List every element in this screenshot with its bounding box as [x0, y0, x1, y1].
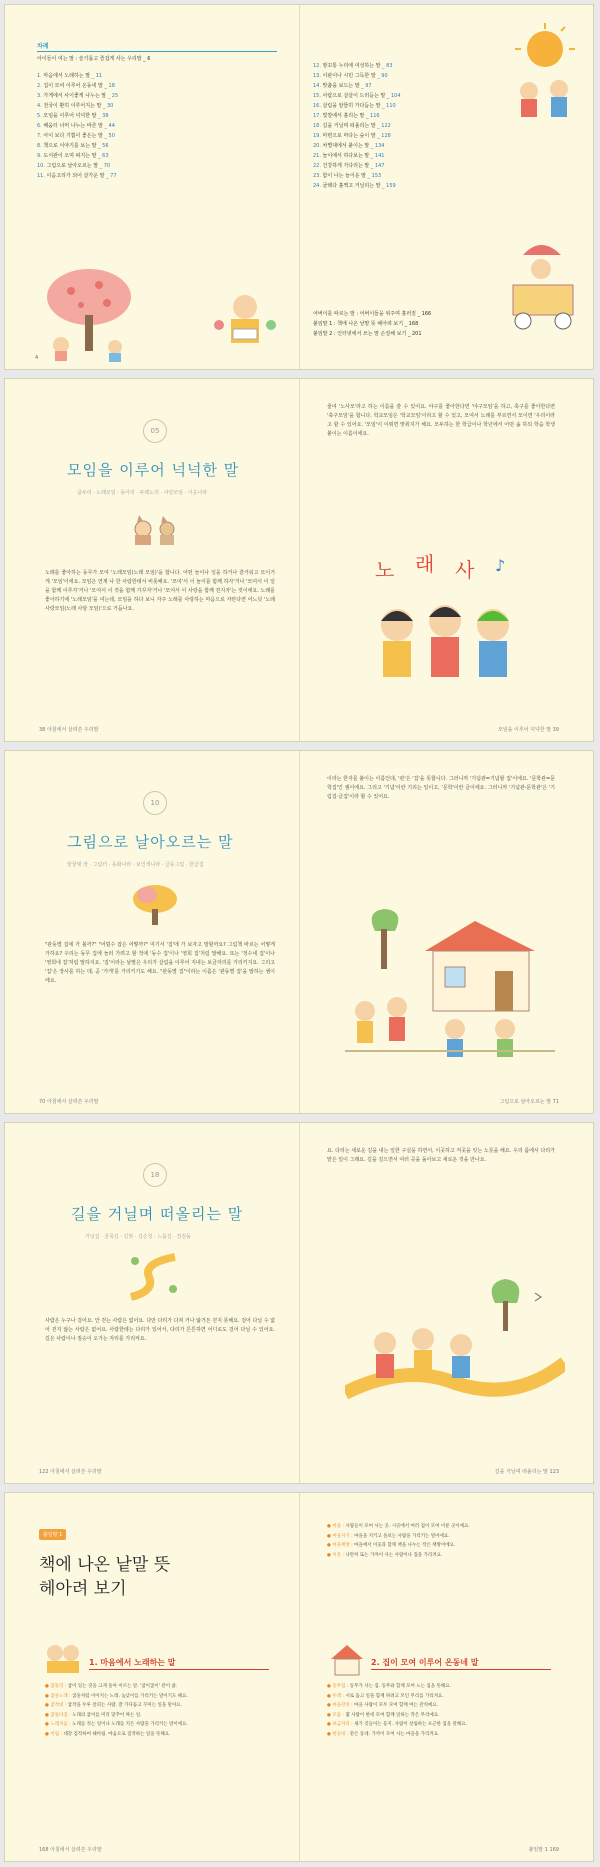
house-icon [327, 1641, 367, 1677]
toc-item-number: 1. [37, 73, 44, 79]
appendix-title [39, 1553, 170, 1601]
toc-item-title: 집이 모여 이루어 온동네 말 [43, 83, 105, 89]
glossary-definition: 굽작을 두루 살피는 사람. 잘 가다듬고 꾸미는 일을 맡아요. [67, 1703, 183, 1708]
toc-item[interactable] [313, 163, 513, 169]
toc-item-page: _ 77 [106, 173, 117, 179]
toc-item[interactable] [37, 133, 237, 139]
toc-item-number: 18. [313, 123, 323, 129]
toc-item-title: 책으로 이야기를 보는 말 [43, 143, 99, 149]
glossary-bullet-icon: ● [45, 1712, 51, 1718]
sun-kids-illustration [499, 19, 589, 129]
toc-item-title: 마음에서 노래하는 말 [43, 73, 92, 79]
appendix-title-line2: 헤아려 보기 [39, 1579, 127, 1599]
page-gutter [299, 379, 300, 741]
glossary-definition: 사람들이 모여 사는 곳. 시골에서 여러 집이 모여 이룬 곳이에요. [345, 1524, 470, 1529]
toc-item-page: _ 116 [365, 113, 380, 119]
tree-emblem-illustration [127, 881, 183, 929]
toc-item[interactable] [37, 73, 237, 79]
glossary-term: 굽돌노래 : [50, 1693, 73, 1699]
glossary-bullet-icon: ● [327, 1543, 333, 1548]
toc-item-title: 모임을 이루어 넉넉한 말 [43, 113, 99, 119]
glossary-item [45, 1702, 275, 1710]
children-reading-illustration [205, 285, 285, 355]
glossary-definition: 마을을 지키고 돌보는 사람을 가리키는 말이에요. [354, 1533, 450, 1539]
glossary-term: 굽돌다짐 : [50, 1712, 73, 1718]
toc-item-number: 16. [313, 103, 323, 109]
chapter-body-left: 노래를 좋아하는 동무가 모여 '노래모임(노래 모임)'을 합니다. 어떤 놀이나 일을 하거나 즐거워고 모이거게 '모임'이에요. 모임은 연계 나 한 사람한테서 비롯해요. '모여'서 이 놀이를 함께 하자'거나 '모여서 이 일을 함께 이루자'거나 '모여서 이 것을 함께 가꾸자'거나 '모여서 이 사랑을 함께 전지자'는 것이에요. 노래를 좋아하기에 '노래모임'을 여는데, 모임을 하다 보니 자주 노래를 사랑하는 마음으로 자란다면 어느덧 '노래사랑모임(노래 사랑 모임)'으로 거듭나요. [45, 570, 275, 612]
toc-item-page: _ 147 [370, 163, 385, 169]
toc-right-column [313, 63, 513, 193]
toc-item-title: 함이 나는 놀이운 말 [322, 173, 368, 179]
toc-item-number: 4. [37, 103, 44, 109]
glossary-bullet-icon: ● [327, 1684, 333, 1689]
toc-item[interactable] [37, 163, 237, 169]
toc-item-title: 차별대에서 붙이는 말 [322, 143, 371, 149]
toc-item[interactable] [37, 153, 237, 159]
toc-item[interactable] [37, 173, 237, 179]
glossary-bullet-icon: ● [327, 1703, 333, 1708]
toc-item-number: 23. [313, 173, 323, 179]
glossary-item [327, 1523, 557, 1531]
glossary-term: 마을책방 : [332, 1543, 355, 1548]
chapter-keywords: 굽두리 · 노래모임 · 동아리 · 두레노리 · 사랑모임 · 이웃나라 [77, 490, 208, 496]
glossary-term: 모둠 : [332, 1712, 346, 1718]
svg-text:♪: ♪ [495, 556, 506, 575]
appendix-spread [4, 1492, 594, 1862]
chapter-keywords: 꿈꿈탯 장 · 그림터 · 동화나라 · 보인색니라 · 글동그림 · 한글집 [67, 862, 204, 868]
glossary-bullet-icon: ● [45, 1703, 51, 1708]
section-rule-2 [371, 1669, 551, 1670]
toc-item[interactable] [37, 113, 237, 119]
toc-item-number: 19. [313, 133, 323, 139]
toc-item-number: 22. [313, 163, 323, 169]
toc-item[interactable] [313, 73, 513, 79]
glossary-term: 노래지음 : [50, 1722, 73, 1727]
appendix-title-line1: 책에 나온 낱말 뜻 [39, 1555, 171, 1575]
chapter-keywords: 거닐길 · 골목길 · 길벗 · 길손칭 · 느릅길 · 징검돌 [85, 1234, 191, 1240]
glossary-term: 한동네 : [332, 1731, 350, 1737]
toc-item[interactable] [313, 103, 513, 109]
toc-item-number: 20. [313, 143, 323, 149]
chapter-title: 길을 거닐며 떠올리는 말 [71, 1205, 244, 1223]
glossary-item [327, 1542, 557, 1550]
toc-item-title: 그림으로 날아오르는 말 [46, 163, 100, 169]
glossary-item [327, 1533, 557, 1541]
toc-item-page: _ 50 [104, 133, 115, 139]
toc-item[interactable] [37, 93, 237, 99]
toc-label: 차례 [37, 43, 49, 50]
toc-item-page: _ 122 [377, 123, 391, 129]
glossary-bullet-icon: ● [327, 1712, 333, 1718]
glossary-term: 마을잔치 : [332, 1703, 355, 1708]
glossary-definition: 서로 돕고 일을 함께 하려고 모인 무리를 가리켜요. [345, 1693, 444, 1699]
chapter-body-right: 요. 다리는 새로운 길을 내는 일한 구실을 하면서, 이곳하고 저곳을 잇는 노릇을 해요. 우리 몸에서 다리가 맡은 일이 그래요. 길을 걸으면서 여러 곳을 돌아보고 새로운 것을 만나요. [327, 1148, 555, 1163]
toc-item-title: 놀이에서 하다보는 말 [322, 153, 371, 159]
kids-reading-icon [41, 1641, 85, 1677]
glossary-item [327, 1683, 557, 1691]
toc-item-number: 5. [37, 113, 44, 119]
toc-closing-item[interactable]: 붙임말 1 : 책에 나온 날말 뜻 헤아려 보기 _ 168 [313, 321, 419, 327]
page-gutter [299, 5, 300, 369]
glossary-item [327, 1702, 557, 1710]
toc-item[interactable] [313, 93, 513, 99]
chapter-number: 10 [143, 791, 167, 815]
toc-item-title: 전국이 환히 이루어지는 말 [43, 103, 103, 109]
toc-item-title: 도서관이 오며 펴지는 말 [43, 153, 99, 159]
toc-item-title: 굴레다 흘쩍고 거닐리는 말 [322, 183, 383, 189]
glossary-item [327, 1731, 557, 1739]
glossary-item [45, 1712, 275, 1720]
toc-item-number: 21. [313, 153, 323, 159]
cart-illustration [501, 235, 591, 355]
toc-item[interactable] [313, 143, 513, 149]
glossary-bullet-icon: ● [327, 1693, 333, 1699]
toc-item-title: 길을 거닐며 떠올리는 말 [322, 123, 378, 129]
house-gathering-illustration [335, 901, 565, 1061]
glossary-item [327, 1721, 557, 1729]
toc-item-title: 이음고리가 되어 살가운 말 [46, 173, 107, 179]
toc-item-title: 가게에서 사이좋게 나누는 말 [43, 93, 108, 99]
toc-item-page: _ 153 [367, 173, 382, 179]
page-footer-left: 70 아침에서 살려쓴 우리말 [39, 1099, 99, 1105]
svg-text:노: 노 [375, 558, 395, 582]
toc-item-number: 14. [313, 83, 323, 89]
glossary-term: 마을지기 : [332, 1533, 355, 1539]
chapter-title: 그림으로 날아오르는 말 [67, 833, 234, 851]
toc-item[interactable] [313, 183, 513, 189]
toc-item-number: 2. [37, 83, 44, 89]
toc-item-number: 13. [313, 73, 323, 79]
toc-item-number: 7. [37, 133, 44, 139]
toc-item[interactable] [37, 123, 237, 129]
glossary-bullet-icon: ● [327, 1722, 333, 1727]
glossary-item [327, 1693, 557, 1701]
page-footer-left: 168 아침에서 살려쓴 우리말 [39, 1847, 102, 1853]
section-rule-1 [89, 1669, 269, 1670]
toc-item-page: _ 83 [382, 63, 393, 69]
toc-item-title: 배움터 너머 나누는 바른 말 [43, 123, 105, 129]
toc-closing-item[interactable]: 어버이를 따르는 말 : 어버이들을 위주며 흘러질 _ 166 [313, 311, 432, 317]
chapter-05-spread [4, 378, 594, 742]
toc-item-page: _ 128 [377, 133, 391, 139]
toc-item-page: _ 56 [98, 143, 109, 149]
toc-item-title: 땅꼬통 누리에 여성하는 말 [322, 63, 383, 69]
toc-item-title: 마련으로 마다는 숲이 말 [322, 133, 378, 139]
glossary-definition: 몇 사람이 한데 모여 함께 일하는 작은 무리예요. [345, 1712, 440, 1718]
walking-children-illustration [345, 1273, 565, 1423]
toc-item-page: _ 63 [98, 153, 109, 159]
chapter-title: 모임을 이루어 넉넉한 말 [67, 461, 240, 479]
glossary-term: 이웃 : [332, 1552, 346, 1558]
glossary-item [45, 1683, 275, 1691]
page-footer-right: 모임을 이루어 넉넉한 말 39 [497, 727, 559, 733]
toc-item-page: _ 38 [98, 113, 109, 119]
glossary-definition: 굽이 있는 것을 크게 돌아 이르는 말. '굽이굽이' 같이 씀. [67, 1684, 178, 1689]
toc-item-page: _ 70 [99, 163, 111, 169]
toc-item[interactable] [313, 173, 513, 179]
glossary-item [45, 1693, 275, 1701]
tree-illustration [41, 265, 137, 365]
glossary-definition: 같은 동네. 가까이 모여 사는 마을을 가리켜요. [349, 1731, 440, 1737]
toc-item-number: 8. [37, 143, 44, 149]
toc-item-number: 11. [37, 173, 47, 179]
glossary-definition: 동무가 사는 집. 동무와 함께 모여 노는 집을 뜻해요. [349, 1684, 452, 1689]
toc-item[interactable] [37, 143, 237, 149]
glossary-term: 마을 : [332, 1524, 346, 1529]
glossary-term: 보금자리 : [332, 1722, 355, 1727]
glossary-definition: 마을 사람이 모두 모여 함께 여는 잔치예요. [354, 1703, 439, 1708]
glossary-bullet-icon: ● [327, 1533, 333, 1539]
glossary-term: 두레 : [332, 1693, 346, 1699]
toc-item-number: 3. [37, 93, 44, 99]
chapter-body-right: 이라는 한자를 붙이는 이름인데, '관'은 '집'을 뜻합니다. 그러니까 '기념관=기념할 집'이에요. '문학관=문학집'인 셈이에요. 그리고 '기념'이란 기리는 일이고, '문학'이란 글이에요. 그러니까 '기념관·문학관'은 '기림집·글집'이라 할 수 있어요. [327, 776, 555, 800]
toc-item-title: 맞춤을 보드는 말 [322, 83, 362, 89]
page-footer-left: 38 아침에서 살려쓴 우리말 [39, 727, 99, 733]
glossary-item [327, 1712, 557, 1720]
glossary-definition: 노래의 굽이를 미리 맞추어 짜는 일. [72, 1712, 142, 1718]
glossary-bullet-icon: ● [45, 1684, 51, 1689]
chapter-body-left: "관동별 집에 가 볼까?" "어릴수 잡은 어떻까?" 여기서 '집'에 가 보자고 말할까요? 그림책 바르는 어떻게 가하요? 우리는 동무 집에 놀러 가려고 할 적에 '동수 집'이나 '영희 집'처럼 말해요. 또는 '정수네 집'이나 '영희네 집'처럼 말하지요. '집'이라는 낱말은 우리가 살림을 이루어 지내는 보금자리를 가리키지요. 그리고 '집'은 장사를 하는 데, 곧 '가게'를 가리키기도 해요. "관동별 집"이라는 이름은 '관동별 집'을 말하는 셈이에요. [45, 942, 275, 984]
toc-item-page: _ 159 [382, 183, 396, 189]
section-heading-1: 1. 마음에서 노래하는 말 [89, 1658, 176, 1667]
chapter-number: 18 [143, 1163, 167, 1187]
singing-children-illustration [355, 547, 535, 697]
glossary-term: 동무집 : [332, 1684, 350, 1689]
glossary-definition: 대강 짐작하여 헤아림. 마음으로 짐작하는 일을 뜻해요. [63, 1731, 171, 1737]
glossary-bullet-icon: ● [327, 1552, 333, 1558]
svg-text:래: 래 [415, 552, 435, 576]
toc-item[interactable] [313, 153, 513, 159]
section-2-list [327, 1683, 557, 1740]
glossary-bullet-icon: ● [327, 1731, 333, 1737]
chapter-18-spread [4, 1122, 594, 1484]
toc-item-page: _ 134 [370, 143, 385, 149]
toc-item[interactable] [313, 123, 513, 129]
page-footer-right: 길을 거닐며 떠올리는 말 123 [494, 1469, 559, 1475]
appendix-tag: 붙임말 1 [39, 1529, 66, 1540]
glossary-definition: 마을에서 이웃과 함께 책을 나누는 작은 책방이에요. [354, 1543, 456, 1548]
dog-cat-illustration [125, 511, 185, 551]
page-footer-right: 그림으로 날아오르는 말 71 [499, 1099, 559, 1105]
chapter-body-left: 사람은 누구나 걸어요. 안 걷는 사람은 없어요. 다만 다리가 다쳐 거나 앓거든 걷지 못해요. 걸어 다닐 수 없어 걷지 않는 사람은 없어요. 사람한테는 다리가 있어서, 다리가 튼튼하면 어디로도 걸어 다닐 수 있어요. 길은 사람이나 짐승이 오가는 자리를 가리켜요. [45, 1318, 275, 1342]
toc-item-title: 살림을 알뜰히 가다듬는 말 [322, 103, 383, 109]
toc-item-page: _ 25 [107, 93, 119, 99]
glossary-bullet-icon: ● [45, 1731, 51, 1737]
chapter-body-right: 줄여 '노사모'라고 하는 이름을 쓸 수 있어요. 야구를 좋아한다면 '야구모임'을 하고, 축구를 좋아한다면 '축구모임'을 합니다. 학교모임은 '학교모임'이라고 할 수 있고, 모여서 노래를 부르면서 모이면 '우리이라고 할 수 있어요. '모임'이 이뤄면 맞춰지가 해요. 모두하는 한 학급이나 학년에서 어떤 솜 하되 학습 학생 붙이는 이름이에요. [327, 404, 555, 437]
glossary-item [45, 1731, 275, 1739]
toc-item[interactable] [313, 83, 513, 89]
toc-item-number: 9. [37, 153, 44, 159]
glossary-bullet-icon: ● [45, 1722, 51, 1727]
glossary-item [45, 1721, 275, 1729]
toc-item-title: 건강하게 가다리는 말 [322, 163, 371, 169]
toc-item-number: 10. [37, 163, 47, 169]
glossary-term: 굽돌리 : [50, 1684, 68, 1689]
toc-item[interactable] [313, 63, 513, 69]
toc-item-page: _ 110 [382, 103, 396, 109]
svg-text:사: 사 [455, 558, 475, 582]
toc-item[interactable] [313, 133, 513, 139]
toc-item-number: 15. [313, 93, 323, 99]
glossary-definition: 나란히 또는 가까이 사는 사람이나 집을 가리켜요. [345, 1552, 443, 1558]
toc-spread [4, 4, 594, 370]
winding-path-illustration [125, 1251, 185, 1303]
toc-item[interactable] [313, 113, 513, 119]
glossary-definition: 노래를 짓는 일이나 노래를 지은 사람을 가리키는 말이에요. [72, 1722, 188, 1727]
section-1-list [45, 1683, 275, 1740]
page-footer-left: 122 아침에서 살려쓴 우리말 [39, 1469, 102, 1475]
glossary-definition: 새가 깃들이는 둥지. 사람이 살림하는 포근한 집을 말해요. [354, 1722, 467, 1727]
glossary-term: 굽작대 : [50, 1703, 68, 1708]
toc-item-number: 24. [313, 183, 323, 189]
toc-item-page: _ 104 [386, 93, 401, 99]
page-gutter [299, 1493, 300, 1861]
glossary-bullet-icon: ● [45, 1693, 51, 1699]
toc-item-title: 아이 보다 기쁨이 좋은는 말 [43, 133, 105, 139]
toc-closing-item[interactable]: 붙임말 2 : 인터넷에서 쓰는 말 손질해 보기 _ 201 [313, 331, 422, 337]
page-gutter [299, 751, 300, 1113]
section-2-top-list [327, 1523, 557, 1561]
toc-item[interactable] [37, 83, 237, 89]
toc-item-page: _ 30 [102, 103, 114, 109]
page-number-left: 4 [35, 355, 39, 361]
glossary-term: 어림 : [50, 1731, 64, 1737]
toc-item-number: 6. [37, 123, 44, 129]
toc-item-page: _ 11 [91, 73, 103, 79]
glossary-definition: 굽돌처럼 이어지는 노래. 높낮이를 가리키는 말이기도 해요. [72, 1693, 188, 1699]
toc-item-title: 빛깔에서 흘리는 말 [322, 113, 366, 119]
toc-item-page: _ 97 [361, 83, 372, 89]
toc-intro: 아이들이 여는 말 : 슬기롭고 즐겁게 사는 우리말 _ 6 [37, 56, 151, 62]
toc-item-title: 이판이나 시민 그득한 말 [322, 73, 378, 79]
chapter-number: 05 [143, 419, 167, 443]
toc-item-title: 사람으로 살살이 드러듣는 말 [322, 93, 387, 99]
toc-item-page: _ 18 [104, 83, 115, 89]
page-gutter [299, 1123, 300, 1483]
toc-rule [37, 51, 277, 52]
chapter-10-spread [4, 750, 594, 1114]
toc-item-number: 17. [313, 113, 323, 119]
toc-item-page: _ 141 [370, 153, 385, 159]
glossary-item [327, 1552, 557, 1560]
toc-item-page: _ 90 [377, 73, 388, 79]
glossary-bullet-icon: ● [327, 1524, 333, 1529]
toc-item-number: 12. [313, 63, 323, 69]
toc-item-page: _ 44 [104, 123, 115, 129]
toc-item[interactable] [37, 103, 237, 109]
page-footer-right: 붙임말 1 169 [528, 1847, 559, 1853]
toc-left-column [37, 73, 237, 183]
section-heading-2: 2. 집이 모여 이루어 온동네 말 [371, 1658, 479, 1667]
